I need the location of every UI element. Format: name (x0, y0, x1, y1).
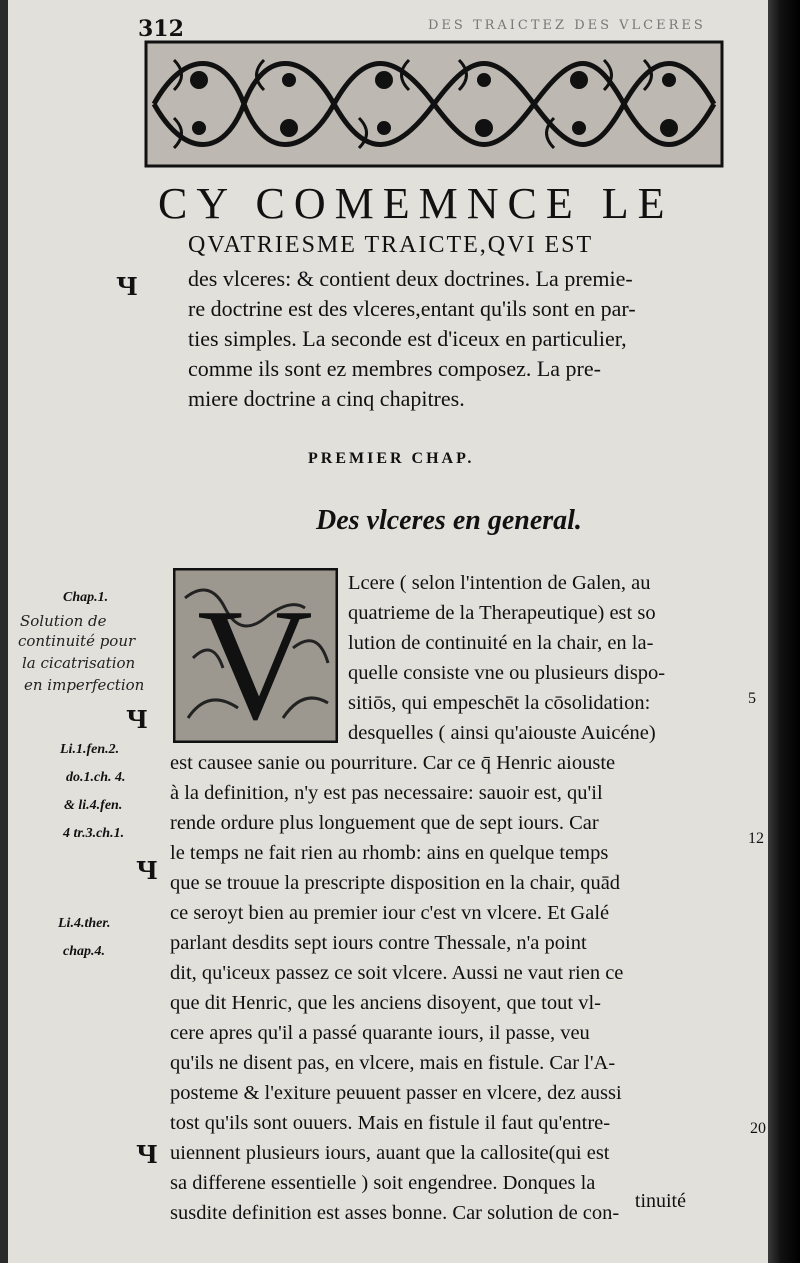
running-head: DES TRAICTEZ DES VLCERES (428, 18, 706, 33)
margin-note: Li.1.fen.2. (60, 742, 120, 757)
intro-line: comme ils sont ez membres composez. La pre- (188, 356, 601, 381)
margin-note: do.1.ch. 4. (66, 770, 126, 785)
body-line: ce seroyt bien au premier iour c'est vn vlcere. Et Galé (170, 902, 610, 924)
drop-cap-letter: V (197, 575, 313, 743)
body-line: dit, qu'iceux passez ce soit vlcere. Aussi ne vaut rien ce (170, 962, 624, 984)
treatise-title: CY COMEMNCE LE (158, 179, 674, 228)
body-line: quatrieme de la Therapeutique) est so (348, 602, 656, 624)
page-number: 312 (138, 16, 184, 42)
body-line: qu'ils ne disent pas, en vlcere, mais en fistule. Car l'A- (170, 1052, 616, 1074)
margin-note: 4 tr.3.ch.1. (63, 826, 125, 841)
intro-paragraph (188, 264, 733, 414)
intro-line: miere doctrine a cinq chapitres. (188, 386, 465, 411)
reader-mark-1: Ч (116, 272, 138, 301)
reader-mark-2: Ч (126, 705, 148, 734)
body-line: quelle consiste vne ou plusieurs dispo- (348, 662, 666, 684)
book-gutter-edge (768, 0, 800, 1263)
chapter-heading: PREMIER CHAP. (308, 450, 475, 467)
margin-note: & li.4.fen. (64, 798, 123, 813)
body-line: est causee sanie ou pourriture. Car ce q̄ Henric aiouste (170, 752, 616, 774)
book-page (8, 0, 768, 1263)
handwritten-note: continuité pour (18, 632, 136, 650)
body-line: sitiōs, qui empeschēt la cōsolidation: (348, 692, 651, 714)
catchword: tinuité (634, 1190, 686, 1212)
ornamental-headpiece (144, 40, 724, 168)
reader-mark-4: Ч (136, 1140, 158, 1169)
line-number: 5 (748, 690, 756, 707)
body-line: desquelles ( ainsi qu'aiouste Auicéne) (348, 722, 656, 744)
body-line: lution de continuité en la chair, en la- (348, 632, 654, 654)
handwritten-note: en imperfection (24, 676, 145, 694)
body-line: le temps ne fait rien au rhomb: ains en quelque temps (170, 842, 609, 864)
handwritten-note: Solution de (20, 612, 107, 630)
intro-line: des vlceres: & contient deux doctrines. La premie- (188, 266, 633, 291)
body-line: tost qu'ils sont ouuers. Mais en fistule il faut qu'entre- (170, 1112, 611, 1134)
chapter-body (170, 568, 750, 1228)
handwritten-note: la cicatrisation (22, 654, 136, 672)
body-line: à la definition, n'y est pas necessaire: sauoir est, qu'il (170, 782, 603, 804)
body-line: parlant desdits sept iours contre Thessale, n'a point (170, 932, 587, 954)
reader-mark-3: Ч (136, 856, 158, 885)
body-line: sa differene essentielle ) soit engendree. Donques la (170, 1172, 596, 1194)
treatise-subtitle: QVATRIESME TRAICTE,QVI EST (188, 232, 594, 258)
line-number: 12 (748, 830, 764, 847)
intro-line: ties simples. La seconde est d'iceux en particulier, (188, 326, 627, 351)
margin-note: Chap.1. (63, 590, 109, 605)
body-line: uiennent plusieurs iours, auant que la callosite(qui est (170, 1142, 610, 1164)
margin-note: chap.4. (63, 944, 105, 959)
body-line: susdite definition est asses bonne. Car solution de con- (170, 1202, 620, 1224)
body-line: cere apres qu'il a passé quarante iours, il passe, veu (170, 1022, 590, 1044)
body-line: rende ordure plus longuement que de sept iours. Car (170, 812, 599, 834)
body-line: que se trouue la prescripte disposition en la chair, quād (170, 872, 621, 894)
margin-note: Li.4.ther. (58, 916, 111, 931)
body-line: Lcere ( selon l'intention de Galen, au (348, 572, 651, 594)
line-number: 20 (750, 1120, 766, 1137)
body-line: que dit Henric, que les anciens disoyent, que tout vl- (170, 992, 601, 1014)
chapter-title: Des vlceres en general. (316, 505, 582, 536)
body-line: posteme & l'exiture peuuent passer en vlcere, dez aussi (170, 1082, 622, 1104)
intro-line: re doctrine est des vlceres,entant qu'ils sont en par- (188, 296, 636, 321)
